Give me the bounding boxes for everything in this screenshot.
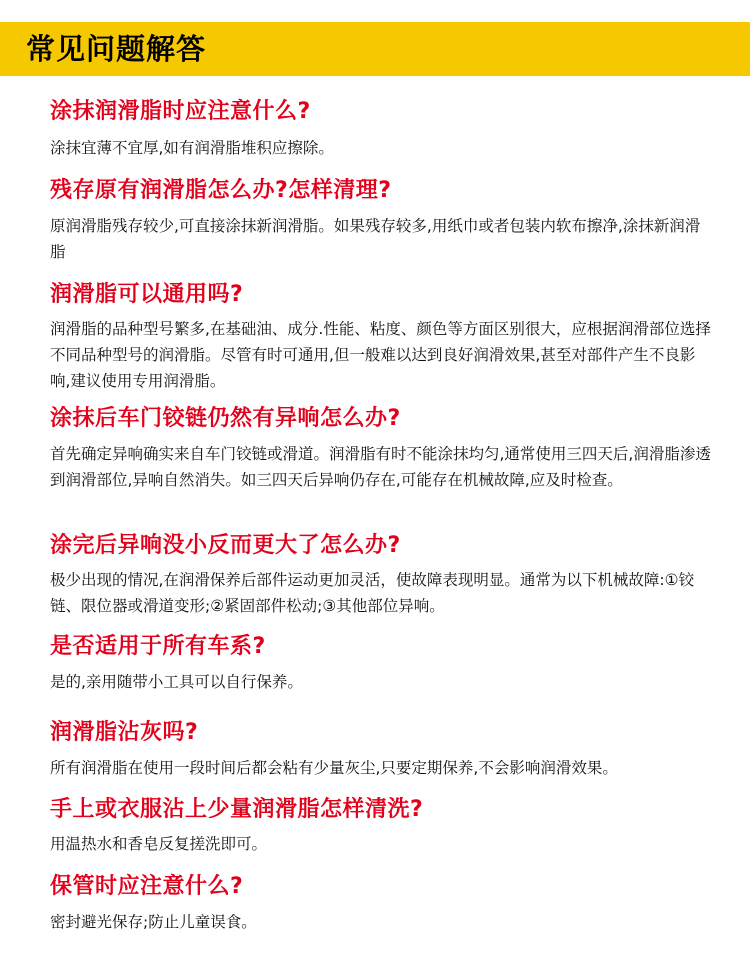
faq-answer: 所有润滑脂在使用一段时间后都会粘有少量灰尘,只要定期保养,不会影响润滑效果。	[50, 759, 618, 777]
page-title: 常见问题解答	[26, 32, 207, 66]
faq-answer: 极少出现的情况,在润滑保养后部件运动更加灵活，使故障表现明显。通常为以下机械故障:①铰链、限位器或滑道变形;②紧固部件松动;③其他部位异响。	[50, 571, 695, 615]
faq-question: 保管时应注意什么?	[50, 874, 244, 899]
faq-answer: 密封避光保存;防止儿童误食。	[50, 913, 257, 931]
faq-question: 涂抹后车门铰链仍然有异响怎么办?	[50, 406, 401, 431]
faq-answer: 首先确定异响确实来自车门铰链或滑道。润滑脂有时不能涂抹均匀,通常使用三四天后,润滑脂渗透到润滑部位,异响自然消失。如三四天后异响仍存在,可能存在机械故障,应及时检查。	[50, 445, 711, 489]
faq-answer: 用温热水和香皂反复搓洗即可。	[50, 835, 268, 853]
faq-question: 残存原有润滑脂怎么办?怎样清理?	[50, 178, 392, 203]
faq-answer: 是的,亲用随带小工具可以自行保养。	[50, 673, 303, 691]
faq-question: 润滑脂沾灰吗?	[50, 720, 199, 745]
faq-question: 润滑脂可以通用吗?	[50, 282, 244, 307]
faq-answer: 润滑脂的品种型号繁多,在基础油、成分.性能、粘度、颜色等方面区别很大，应根据润滑部位选择不同品种型号的润滑脂。尽管有时可通用,但一般难以达到良好润滑效果,甚至对部件产生不良影响,建议使用专用润滑脂。	[50, 320, 711, 390]
faq-question: 是否适用于所有车系?	[50, 634, 266, 659]
faq-answer: 涂抹宜薄不宜厚,如有润滑脂堆积应擦除。	[50, 139, 334, 157]
faq-question: 涂抹润滑脂时应注意什么?	[50, 99, 311, 124]
header-bar	[0, 22, 750, 76]
faq-question: 涂完后异响没小反而更大了怎么办?	[50, 533, 401, 558]
faq-answer: 原润滑脂残存较少,可直接涂抹新润滑脂。如果残存较多,用纸巾或者包装内软布擦净,涂抹新润滑脂	[50, 217, 701, 261]
faq-question: 手上或衣服沾上少量润滑脂怎样清洗?	[50, 797, 424, 822]
